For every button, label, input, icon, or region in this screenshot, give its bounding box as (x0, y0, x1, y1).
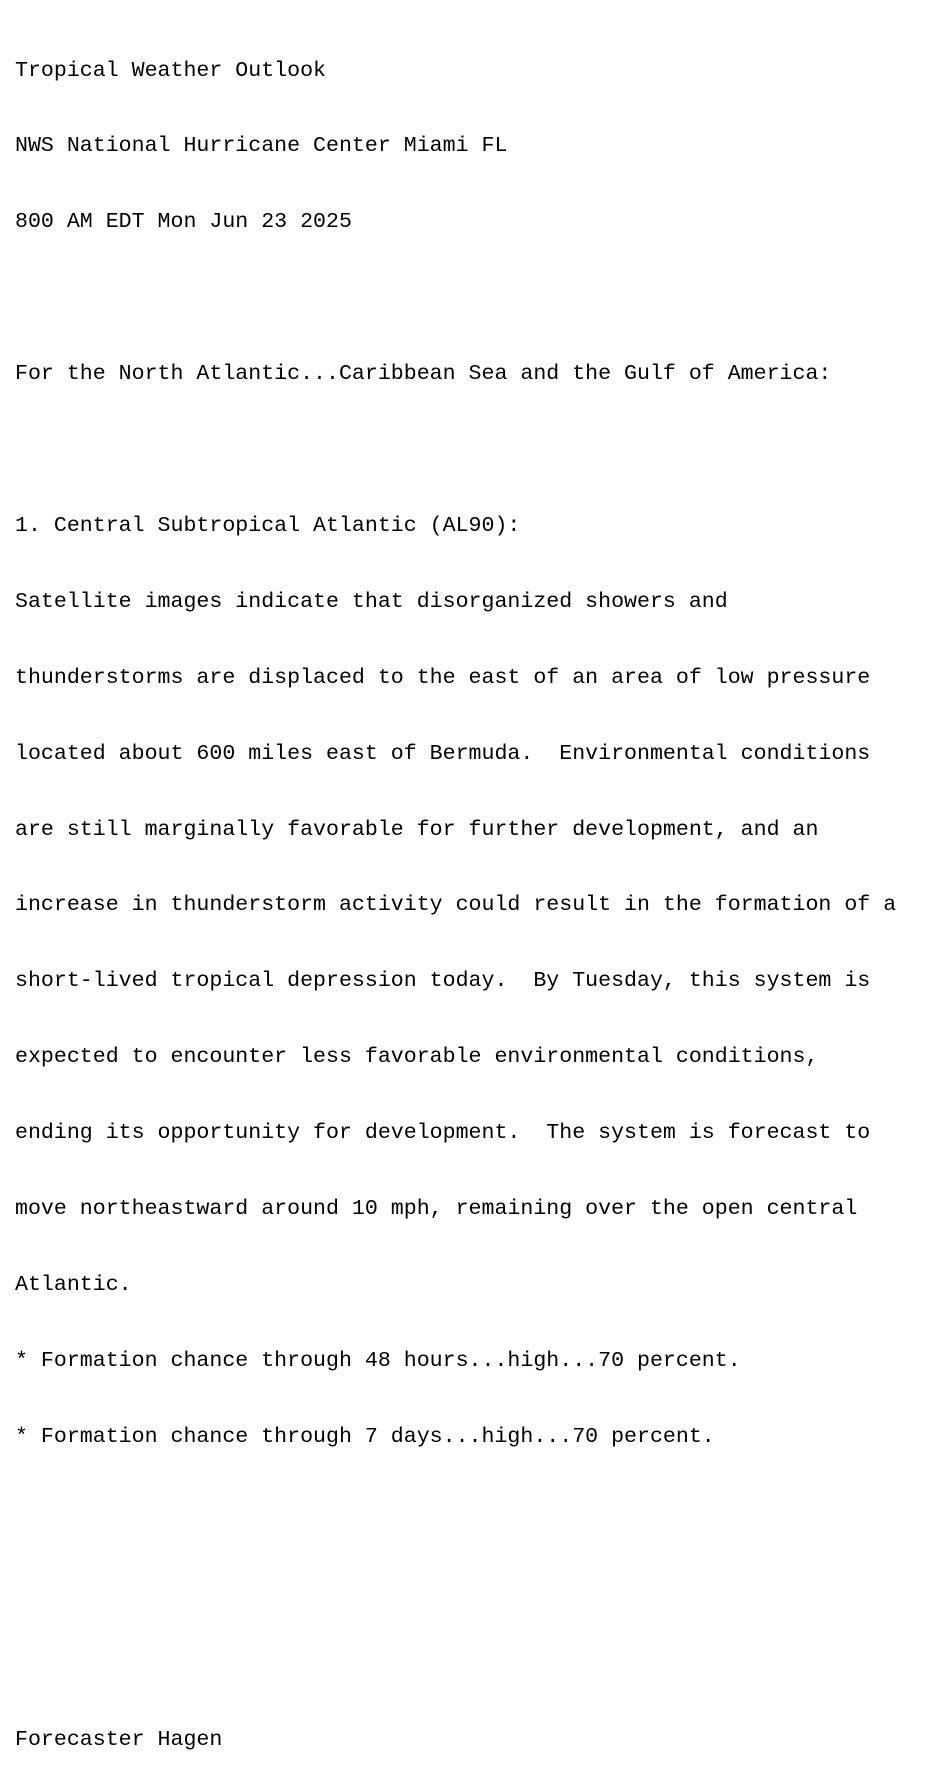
discussion-line: ending its opportunity for development. The system is forecast to (15, 1121, 871, 1146)
coverage-area: For the North Atlantic...Caribbean Sea and the Gulf of America: (15, 362, 832, 387)
formation-chance-48h: * Formation chance through 48 hours...high...70 percent. (15, 1348, 741, 1373)
discussion-line: expected to encounter less favorable environmental conditions, (15, 1045, 819, 1070)
blank-line (15, 1576, 950, 1601)
blank-line (15, 1501, 950, 1526)
discussion-line: move northeastward around 10 mph, remaining over the open central (15, 1196, 858, 1221)
system-heading: 1. Central Subtropical Atlantic (AL90): (15, 513, 521, 538)
issuing-office: NWS National Hurricane Center Miami FL (15, 134, 508, 159)
discussion-line: Satellite images indicate that disorganized showers and (15, 589, 728, 614)
discussion-line: Atlantic. (15, 1272, 132, 1297)
discussion-line: are still marginally favorable for further development, and an (15, 817, 819, 842)
discussion-line: thunderstorms are displaced to the east of an area of low pressure (15, 665, 871, 690)
blank-line (15, 286, 950, 311)
product-title: Tropical Weather Outlook (15, 58, 327, 83)
blank-line (15, 438, 950, 463)
forecaster-signature: Forecaster Hagen (15, 1728, 223, 1753)
formation-chance-7d: * Formation chance through 7 days...high...70 percent. (15, 1424, 715, 1449)
issuance-time: 800 AM EDT Mon Jun 23 2025 (15, 210, 352, 235)
discussion-line: located about 600 miles east of Bermuda. Environmental conditions (15, 741, 871, 766)
discussion-line: short-lived tropical depression today. By Tuesday, this system is (15, 969, 871, 994)
blank-line (15, 1652, 950, 1677)
discussion-line: increase in thunderstorm activity could result in the formation of a (15, 893, 897, 918)
